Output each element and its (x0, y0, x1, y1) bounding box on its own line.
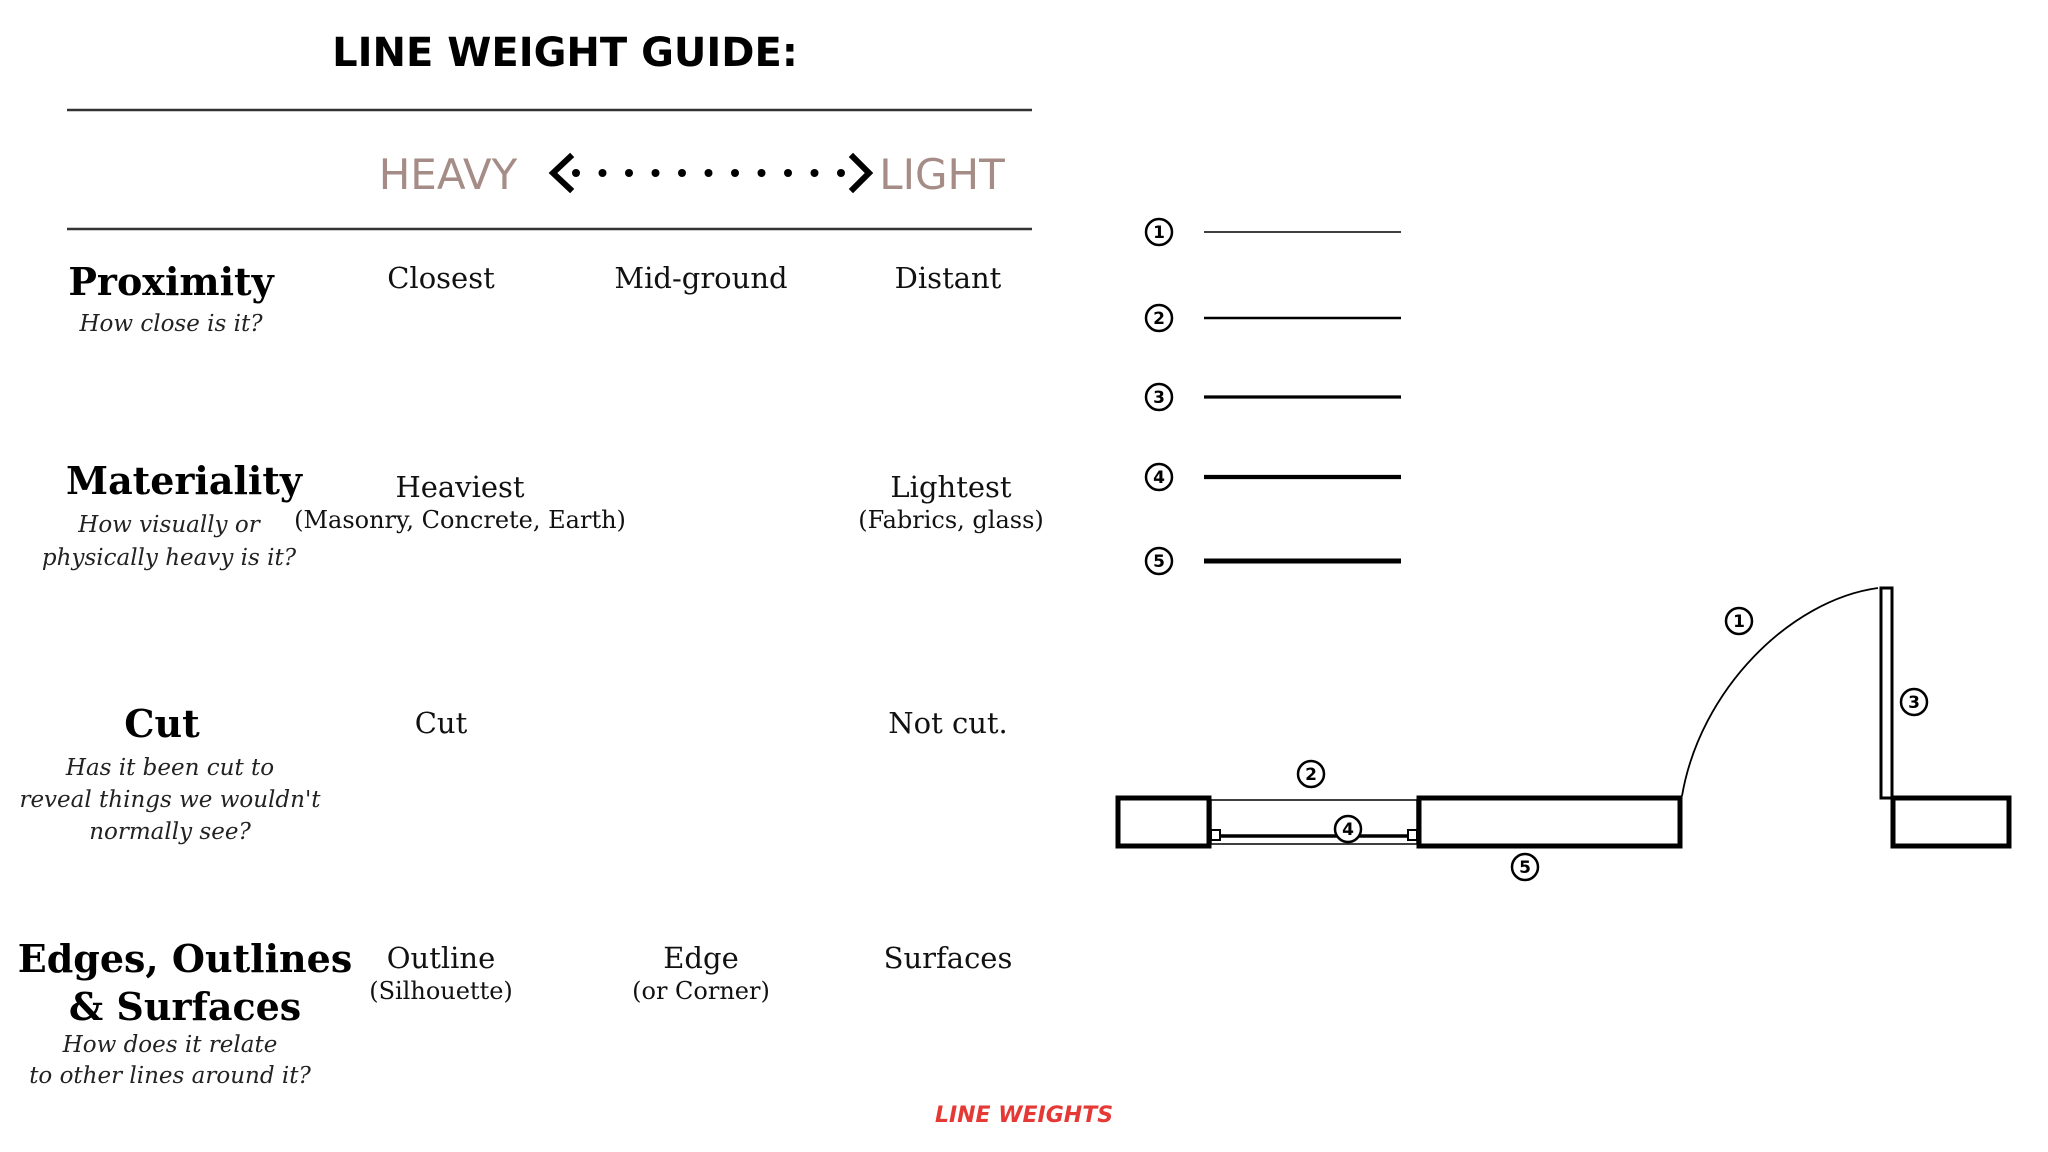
category-label: Materiality (66, 458, 302, 503)
cell-heavy-detail: (Masonry, Concrete, Earth) (294, 506, 626, 534)
cell-mid: Mid-ground (614, 261, 788, 295)
wall-cut-marker (1512, 854, 1538, 880)
svg-text:4: 4 (1342, 820, 1354, 840)
cell-heavy: Outline (386, 941, 496, 975)
door-leaf (1881, 588, 1892, 798)
row-proximity (68, 259, 1001, 337)
cell-heavy: Closest (387, 261, 495, 295)
door-swing-arc (1682, 588, 1878, 796)
line-sample-4 (1146, 464, 1401, 490)
category-question: physically heavy is it? (41, 545, 297, 571)
arrow-dot (837, 169, 845, 177)
arrow-dot (652, 169, 660, 177)
wall-cut-left (1118, 798, 1209, 846)
category-question: to other lines around it? (29, 1063, 311, 1089)
cell-heavy: Heaviest (395, 470, 525, 504)
category-question: How close is it? (79, 311, 263, 337)
cell-light: Surfaces (883, 941, 1013, 975)
cell-mid: Edge (663, 941, 739, 975)
door-swing-marker (1726, 608, 1752, 634)
category-question: How visually or (78, 512, 260, 538)
category-question: reveal things we wouldn't (19, 787, 321, 813)
floor-plan-diagram (1118, 588, 2009, 880)
arrow-dot (758, 169, 766, 177)
line-sample-number: 1 (1153, 223, 1165, 243)
arrow-dot (625, 169, 633, 177)
cell-heavy-detail: (Silhouette) (369, 977, 513, 1005)
arrow-dot (784, 169, 792, 177)
arrow-dot (678, 169, 686, 177)
arrow-dot (731, 169, 739, 177)
cell-light-detail: (Fabrics, glass) (858, 506, 1044, 534)
arrow-dot (599, 169, 607, 177)
arrow-dot (705, 169, 713, 177)
cell-heavy: Cut (414, 706, 468, 740)
cell-light: Distant (894, 261, 1002, 295)
category-question: normally see? (89, 819, 251, 845)
heavy-label: HEAVY (378, 150, 518, 199)
row-materiality (42, 458, 1044, 571)
row-cut (19, 701, 1007, 845)
window-glass-marker (1298, 761, 1324, 787)
line-sample-number: 5 (1153, 552, 1165, 572)
svg-text:5: 5 (1519, 858, 1531, 878)
wall-cut-middle (1419, 798, 1680, 846)
svg-text:2: 2 (1305, 765, 1317, 785)
page-title: LINE WEIGHT GUIDE: (332, 30, 798, 76)
category-label: & Surfaces (68, 984, 302, 1029)
window-frame-marker (1335, 816, 1361, 842)
svg-text:3: 3 (1908, 693, 1920, 713)
line-sample-1 (1146, 219, 1401, 245)
window-mullion-right (1408, 830, 1417, 840)
figure-caption: LINE WEIGHTS (934, 1103, 1114, 1128)
cell-mid-detail: (or Corner) (632, 977, 770, 1005)
door-leaf-marker (1901, 689, 1927, 715)
cell-light: Not cut. (888, 706, 1008, 740)
line-sample-number: 2 (1153, 309, 1165, 329)
line-weight-samples (1146, 219, 1401, 574)
row-edges-outlines-surfaces (18, 936, 1013, 1089)
category-label: Proximity (68, 259, 274, 304)
line-sample-number: 4 (1153, 468, 1165, 488)
line-sample-3 (1146, 384, 1401, 410)
category-label: Edges, Outlines (17, 936, 353, 981)
category-label: Cut (124, 701, 200, 746)
window-mullion-left (1211, 830, 1220, 840)
category-question: How does it relate (62, 1032, 278, 1058)
category-question: Has it been cut to (65, 755, 275, 781)
light-label: LIGHT (879, 150, 1005, 199)
svg-text:1: 1 (1733, 612, 1745, 632)
cell-light: Lightest (890, 470, 1012, 504)
line-sample-2 (1146, 305, 1401, 331)
dotted-double-arrow-icon (553, 157, 869, 189)
arrow-dot (572, 169, 580, 177)
line-sample-5 (1146, 548, 1401, 574)
line-sample-number: 3 (1153, 388, 1165, 408)
wall-cut-right (1893, 798, 2009, 846)
arrow-dot (811, 169, 819, 177)
